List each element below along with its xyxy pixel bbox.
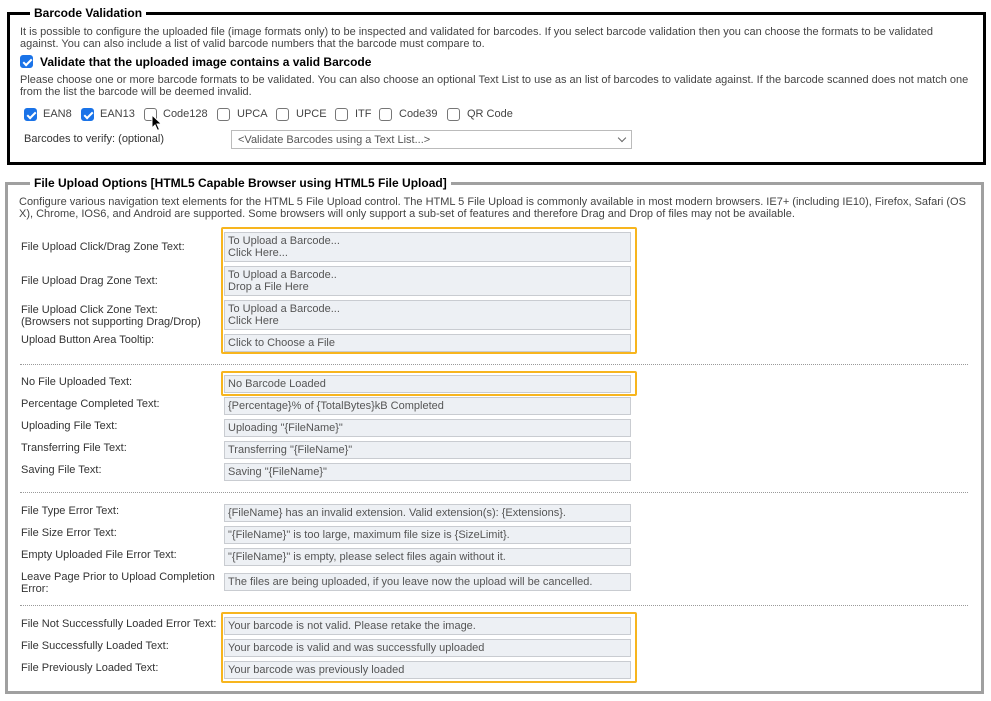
validate-barcode-checkbox[interactable] bbox=[20, 55, 33, 68]
drag-zone-field[interactable]: To Upload a Barcode.. Drop a File Here bbox=[224, 266, 631, 296]
empty-error-field[interactable]: "{FileName}" is empty, please select files again without it. bbox=[224, 548, 631, 566]
transferring-field[interactable]: Transferring "{FileName}" bbox=[224, 441, 631, 459]
file-upload-options-legend: File Upload Options [HTML5 Capable Browser using HTML5 File Upload] bbox=[30, 176, 451, 190]
no-file-field[interactable]: No Barcode Loaded bbox=[224, 375, 631, 393]
section-divider bbox=[20, 605, 968, 606]
click-drag-zone-label: File Upload Click/Drag Zone Text: bbox=[21, 241, 185, 253]
leave-page-field[interactable]: The files are being uploaded, if you leave now the upload will be cancelled. bbox=[224, 573, 631, 591]
tooltip-label: Upload Button Area Tooltip: bbox=[21, 334, 155, 346]
drag-zone-label: File Upload Drag Zone Text: bbox=[21, 275, 158, 287]
click-zone-label: File Upload Click Zone Text: (Browsers not supporting Drag/Drop) bbox=[21, 304, 201, 328]
loaded-label: File Successfully Loaded Text: bbox=[21, 640, 169, 652]
chevron-down-icon bbox=[618, 134, 626, 142]
not-loaded-field[interactable]: Your barcode is not valid. Please retake the image. bbox=[224, 617, 631, 635]
format-code128-label[interactable]: Code128 bbox=[163, 108, 208, 120]
empty-error-label: Empty Uploaded File Error Text: bbox=[21, 549, 177, 561]
saving-field[interactable]: Saving "{FileName}" bbox=[224, 463, 631, 481]
percentage-field[interactable]: {Percentage}% of {TotalBytes}kB Completed bbox=[224, 397, 631, 415]
no-file-label: No File Uploaded Text: bbox=[21, 376, 133, 388]
format-upca-label[interactable]: UPCA bbox=[237, 108, 268, 120]
format-upca-checkbox[interactable] bbox=[217, 108, 230, 121]
uploading-field[interactable]: Uploading "{FileName}" bbox=[224, 419, 631, 437]
section-divider bbox=[20, 492, 968, 493]
tooltip-field[interactable]: Click to Choose a File bbox=[224, 334, 631, 352]
click-drag-zone-field[interactable]: To Upload a Barcode... Click Here... bbox=[224, 232, 631, 262]
verify-label: Barcodes to verify: (optional) bbox=[24, 133, 165, 145]
type-error-label: File Type Error Text: bbox=[21, 505, 120, 517]
percentage-label: Percentage Completed Text: bbox=[21, 398, 160, 410]
format-qrcode-checkbox[interactable] bbox=[447, 108, 460, 121]
size-error-label: File Size Error Text: bbox=[21, 527, 117, 539]
format-code39-label[interactable]: Code39 bbox=[399, 108, 438, 120]
verify-select-value: <Validate Barcodes using a Text List...> bbox=[238, 134, 431, 146]
format-upce-label[interactable]: UPCE bbox=[296, 108, 327, 120]
leave-page-label: Leave Page Prior to Upload Completion Error: bbox=[21, 571, 215, 595]
previously-loaded-field[interactable]: Your barcode was previously loaded bbox=[224, 661, 631, 679]
format-itf-label[interactable]: ITF bbox=[355, 108, 372, 120]
loaded-field[interactable]: Your barcode is valid and was successfully uploaded bbox=[224, 639, 631, 657]
click-zone-field[interactable]: To Upload a Barcode... Click Here bbox=[224, 300, 631, 330]
section-divider bbox=[20, 364, 968, 365]
barcode-validation-description: It is possible to configure the uploaded file (image formats only) to be inspected and validated for barcodes. If you select barcode validation then you can choose the formats to be validated against. You can also include a list of valid barcode numbers that the barcode must compare to. bbox=[20, 26, 933, 50]
format-itf-checkbox[interactable] bbox=[335, 108, 348, 121]
previously-loaded-label: File Previously Loaded Text: bbox=[21, 662, 159, 674]
format-upce-checkbox[interactable] bbox=[276, 108, 289, 121]
format-ean13-label[interactable]: EAN13 bbox=[100, 108, 135, 120]
format-code39-checkbox[interactable] bbox=[379, 108, 392, 121]
formats-description: Please choose one or more barcode formats to be validated. You can also choose an optional Text List to use as an list of barcodes to validate against. If the barcode scanned does not match one from the list the barcode will be deemed invalid. bbox=[20, 74, 969, 98]
saving-label: Saving File Text: bbox=[21, 464, 102, 476]
barcode-validation-legend: Barcode Validation bbox=[30, 6, 146, 20]
mouse-cursor-icon bbox=[151, 114, 163, 132]
type-error-field[interactable]: {FileName} has an invalid extension. Valid extension(s): {Extensions}. bbox=[224, 504, 631, 522]
not-loaded-label: File Not Successfully Loaded Error Text: bbox=[21, 618, 217, 630]
format-ean13-checkbox[interactable] bbox=[81, 108, 94, 121]
verify-text-list-select[interactable] bbox=[231, 130, 632, 149]
transferring-label: Transferring File Text: bbox=[21, 442, 127, 454]
uploading-label: Uploading File Text: bbox=[21, 420, 118, 432]
format-ean8-label[interactable]: EAN8 bbox=[43, 108, 72, 120]
validate-barcode-label[interactable]: Validate that the uploaded image contains a valid Barcode bbox=[40, 55, 372, 69]
size-error-field[interactable]: "{FileName}" is too large, maximum file size is {SizeLimit}. bbox=[224, 526, 631, 544]
file-upload-description: Configure various navigation text elements for the HTML 5 File Upload control. The HTML 5 File Upload is commonly available in most modern browsers. IE7+ (including IE10), Firefox, Safari (OS X), Chrome, IOS6, and Android are supported. Some browsers will only support a sub-set of features and therefore Drag and Drop of files may not be available. bbox=[19, 196, 966, 220]
format-ean8-checkbox[interactable] bbox=[24, 108, 37, 121]
format-qrcode-label[interactable]: QR Code bbox=[467, 108, 513, 120]
